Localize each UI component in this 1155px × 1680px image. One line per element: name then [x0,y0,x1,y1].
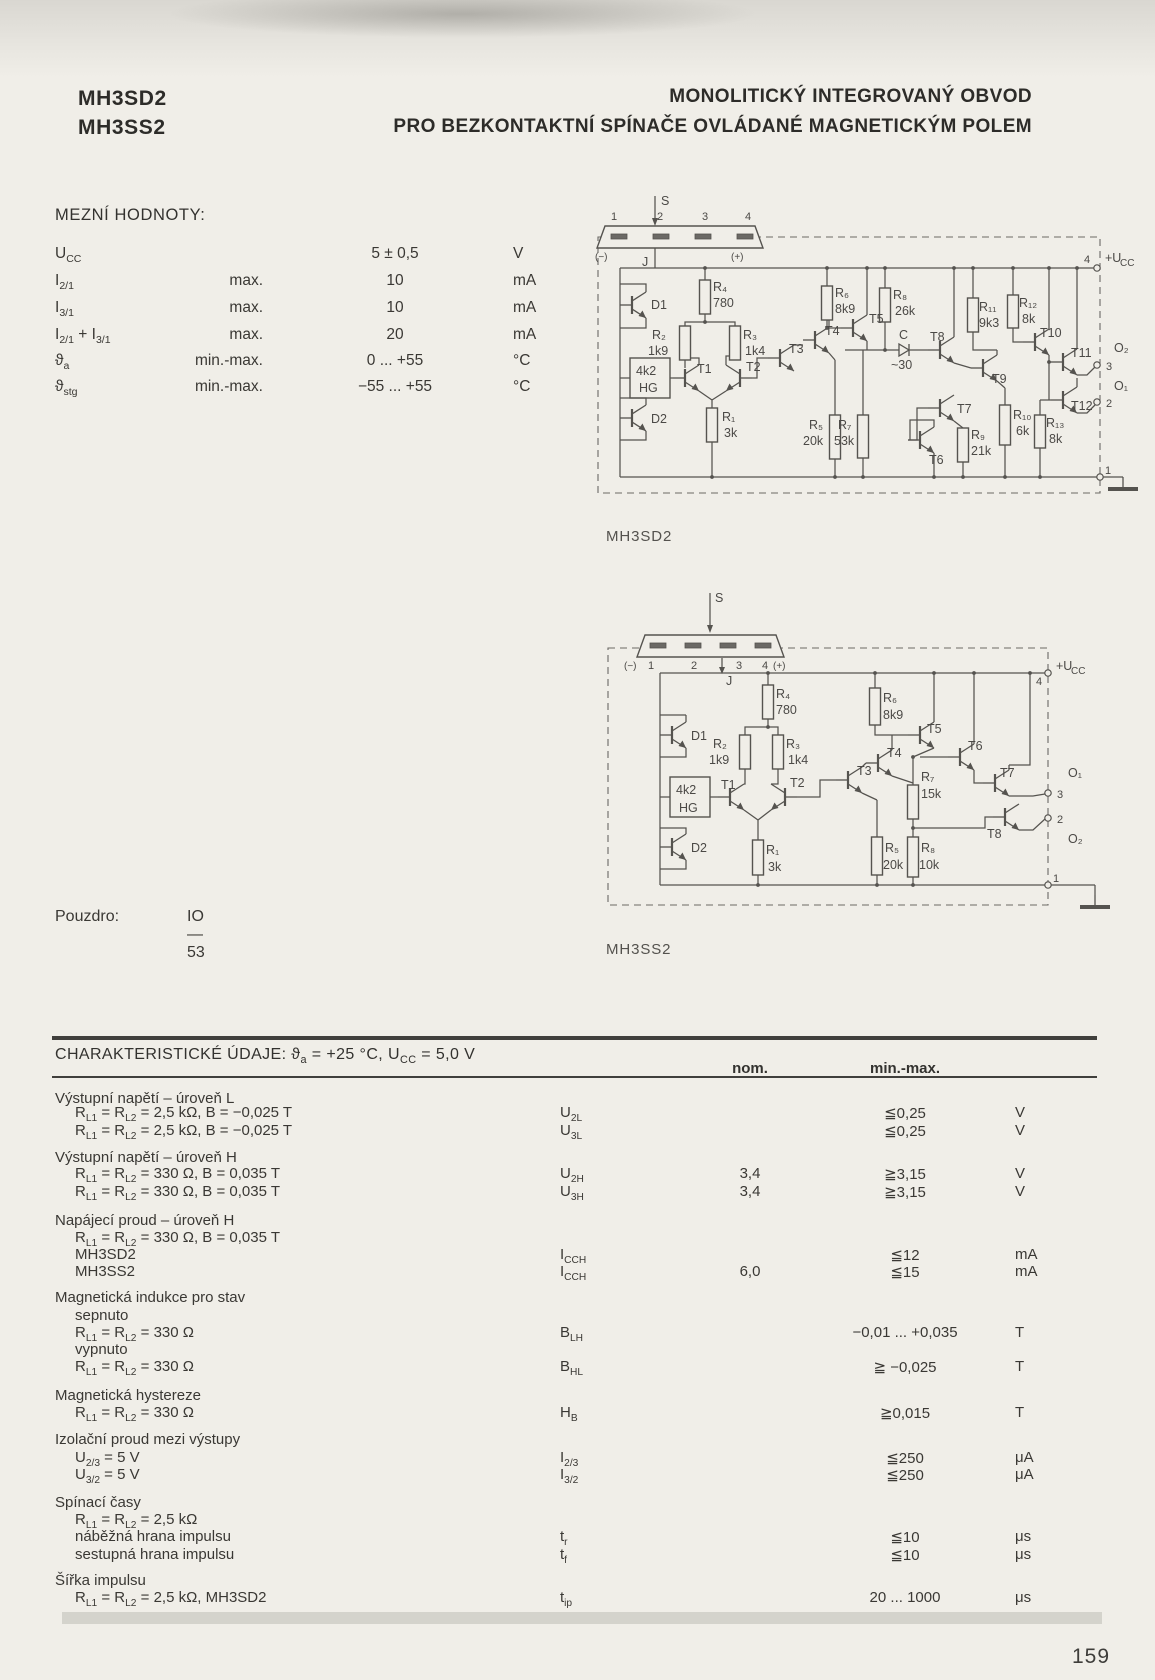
divider-rule [52,1036,1097,1040]
condition: $R_{L1} = R_{L2} = 2,5$ kΩ, B = −0,025 T [75,1122,293,1142]
component-label: T1 [697,362,712,376]
unit: T [1015,1404,1025,1421]
char-row [55,1466,1115,1486]
resistor-r6 [822,286,833,320]
page-number: 159 [1072,1645,1111,1668]
unit: T [1015,1358,1025,1375]
symbol: $I_{CCH}$ [560,1246,587,1266]
component-label: R₁₁ [979,300,997,314]
limits-row [55,352,575,374]
component-value: 8k9 [883,708,904,722]
nom-value: 6,0 [739,1263,761,1280]
condition: $R_{L1} = R_{L2} = 330$ Ω, B = 0,035 T [75,1183,281,1203]
title-line-1: MONOLITICKÝ INTEGROVANÝ OBVOD [669,86,1032,107]
char-group-heading: Výstupní napětí – úroveň H [55,1149,237,1166]
component-label: R₇ [921,770,935,784]
component-value: 15k [921,787,942,801]
condition: $R_{L1} = R_{L2} = 330$ Ω, B = 0,035 T [75,1165,281,1185]
limit-value: −55 ... +55 [357,378,433,395]
pin3-terminal [1094,362,1100,368]
limit-qualifier: max. [229,272,263,289]
pin-label: 3 [1057,789,1064,801]
symbol: $B_{HL}$ [560,1358,584,1378]
component-label: T2 [790,776,805,790]
component-value: 9k3 [979,316,1000,330]
minmax-value: 20 ... 1000 [869,1589,941,1606]
limits-row [55,378,575,400]
transistor-t6 [908,427,934,453]
unit: V [1015,1122,1026,1139]
minmax-value: ≦10 [890,1547,920,1564]
pin-label: 2 [1106,398,1113,410]
ground-icon [1108,477,1138,491]
component-value: 8k9 [835,302,856,316]
symbol: $I_{CCH}$ [560,1263,587,1283]
column-header-minmax: min.-max. [869,1060,941,1077]
magnet-input-label: S [715,591,724,605]
component-value: 8k [1049,432,1063,446]
component-label: R₂ [652,328,666,342]
unit: V [1015,1104,1026,1121]
limit-unit: V [513,245,524,262]
limit-symbol: $U_{CC}$ [55,245,82,266]
symbol: $t_f$ [560,1546,568,1566]
component-label: T5 [927,722,942,736]
component-label: T7 [957,402,972,416]
limit-qualifier: min.-max. [194,352,263,369]
pin-label: 4 [745,211,752,223]
mh3sd2-schematic [585,190,1145,505]
component-label: T5 [869,312,884,326]
char-group-heading: Izolační proud mezi výstupy [55,1431,241,1448]
component-label: R₁₀ [1013,408,1032,422]
unit: V [1015,1183,1026,1200]
condition: $U_{2/3} = 5$ V [75,1449,140,1469]
pin-label: 2 [657,211,664,223]
resistor-r9 [958,428,969,462]
supply-label-sub: CC [1071,666,1086,677]
scan-artifact-strip [62,1612,1102,1624]
char-row [55,1104,1115,1124]
char-group-heading: Magnetická hystereze [55,1387,201,1404]
resistor-r6 [870,688,881,725]
transistor-d2 [620,405,646,431]
pin-label: 1 [1053,873,1060,885]
limit-symbol: $ϑ_a$ [55,352,70,373]
limit-unit: mA [513,299,537,316]
unit: μA [1015,1466,1034,1483]
condition: náběžná hrana impulsu [75,1528,231,1545]
limit-symbol: $I_{2/1}$ [55,272,74,293]
unit: μA [1015,1449,1034,1466]
component-value: 780 [776,703,797,717]
unit: μs [1015,1546,1032,1563]
sd2-caption: MH3SD2 [606,528,673,545]
component-label: T10 [1040,326,1062,340]
unit: T [1015,1324,1025,1341]
pin-label: 2 [691,660,698,672]
component-value: 20k [883,858,904,872]
capacitor-diode-c [899,344,909,356]
hall-generator-label: HG [679,801,698,815]
char-group-heading: Spínací časy [55,1494,141,1511]
unit: μs [1015,1528,1032,1545]
component-label: R₇ [838,418,852,432]
hall-generator-value: 4k2 [676,783,697,797]
symbol: $t_r$ [560,1528,568,1548]
component-label: R₃ [786,737,801,751]
component-label: T8 [930,330,945,344]
condition: $R_{L1} = R_{L2} = 330$ Ω [75,1324,194,1344]
condition: $R_{L1} = R_{L2} = 2,5$ kΩ, B = −0,025 T [75,1104,293,1124]
minmax-value: ≦250 [886,1450,924,1467]
output-label: O₂ [1114,341,1129,355]
output-label: O₁ [1068,766,1082,780]
component-label: R₁ [722,410,736,424]
minmax-value: ≧3,15 [884,1184,926,1201]
limits-heading: MEZNÍ HODNOTY: [55,206,206,224]
char-column-headers [55,1060,1115,1080]
transistor-d2 [660,834,686,860]
component-label: T9 [992,372,1007,386]
supply-label: +U [1105,251,1122,265]
limit-unit: °C [513,378,531,395]
component-value: 3k [724,426,738,440]
component-label: R₆ [835,286,850,300]
component-label: R₂ [713,737,727,751]
limit-unit: mA [513,272,537,289]
hall-generator-label: HG [639,381,658,395]
limit-symbol: $I_{2/1} + I_{3/1}$ [55,326,111,347]
symbol: $U_{2H}$ [560,1165,584,1185]
component-label: R₁ [766,843,780,857]
minmax-value: ≦250 [886,1467,924,1484]
component-label: T3 [857,764,872,778]
component-label: C [899,328,909,342]
component-value: 6k [1016,424,1030,438]
component-value: 1k9 [709,753,730,767]
symbol: $I_{2/3}$ [560,1449,579,1469]
component-value: 3k [768,860,782,874]
limits-row [55,299,575,321]
characteristics-title: CHARAKTERISTICKÉ ÚDAJE: $ϑ_a = +25$ °C, $U_{CC} = 5,0$ V [55,1046,476,1067]
symbol: $H_B$ [560,1404,578,1424]
ground-icon [1080,895,1110,909]
pin3-terminal [1045,790,1051,796]
title-line-2: PRO BEZKONTAKTNÍ SPÍNAČE OVLÁDANÉ MAGNETICKÝM POLEM [393,116,1032,137]
package-note-value: IO—53 [187,908,205,961]
limit-value: 10 [386,272,404,289]
unit: mA [1015,1263,1038,1280]
component-value: 8k [1022,312,1036,326]
component-label: R₆ [883,691,898,705]
part-number-2: MH3SS2 [78,116,166,139]
limits-row [55,326,575,348]
component-value: 1k9 [648,344,669,358]
pin-label: 3 [702,211,709,223]
limit-value: 5 ± 0,5 [371,245,419,262]
component-value: 21k [971,444,992,458]
mh3ss2-schematic [590,585,1150,925]
char-group-heading: Napájecí proud – úroveň H [55,1212,235,1229]
limit-unit: °C [513,352,531,369]
component-label: R₁₂ [1019,296,1038,310]
condition: $R_{L1} = R_{L2} = 330$ Ω, B = 0,035 T [75,1229,281,1249]
condition: $R_{L1} = R_{L2} = 330$ Ω [75,1358,194,1378]
symbol: $U_{3L}$ [560,1122,583,1142]
pin-label: 1 [1105,465,1112,477]
pin-label: 3 [736,660,743,672]
hall-generator-value: 4k2 [636,364,657,378]
component-label: R₃ [743,328,758,342]
component-label: R₅ [809,418,824,432]
minmax-value: ≦0,25 [884,1123,926,1140]
pin-label: 4 [1036,676,1043,688]
pin-label: 3 [1106,361,1113,373]
ic-boundary-dashed [598,237,1100,493]
limit-qualifier: max. [229,299,263,316]
transistor-d1 [660,722,686,748]
limits-row [55,272,575,294]
output-label: O₁ [1114,379,1128,393]
resistor-r3 [773,735,784,769]
component-label: T6 [929,453,944,467]
condition: sepnuto [75,1307,129,1324]
resistor-r11 [968,298,979,332]
pin-label: 4 [762,660,769,672]
minmax-value: ≦10 [890,1529,920,1546]
column-header-nom: nom. [732,1060,768,1077]
component-label: R₈ [893,288,908,302]
part-number-1: MH3SD2 [78,87,167,110]
transistor-t1 [673,365,699,391]
magnet-input-label: S [661,194,670,208]
resistor-r13 [1035,415,1046,448]
component-value: 26k [895,304,916,318]
condition: sestupná hrana impulsu [75,1546,235,1563]
char-row [55,1589,1115,1609]
condition: MH3SD2 [75,1246,136,1263]
component-label: T4 [825,324,840,338]
minmax-value: −0,01 ... +0,035 [852,1324,958,1341]
resistor-r7 [908,785,919,819]
limit-qualifier: max. [229,326,263,343]
transistor-d1 [620,292,646,318]
polarity-plus-label: (+) [773,661,786,672]
char-row [55,1263,1115,1283]
char-row [55,1358,1115,1378]
polarity-plus-label: (+) [731,252,744,263]
component-label: T11 [1071,346,1092,360]
char-row [55,1165,1115,1185]
resistor-r1 [707,408,718,442]
symbol: $t_{ip}$ [560,1589,573,1609]
pin-label: 1 [648,660,655,672]
component-label: T7 [1000,766,1015,780]
minmax-value: ≧3,15 [884,1166,926,1183]
limits-row [55,245,575,267]
transistor-t7 [928,395,954,421]
resistor-r7 [858,415,869,458]
component-value: 10k [919,858,940,872]
component-label: R₁₃ [1046,416,1065,430]
pin4-terminal [1045,670,1051,676]
symbol: $U_{3H}$ [560,1183,584,1203]
component-label: T3 [789,342,804,356]
nom-value: 3,4 [739,1183,761,1200]
component-label: D1 [651,298,667,312]
hall-current-label: J [642,255,649,269]
part-numbers [78,84,167,142]
char-group-heading: Výstupní napětí – úroveň L [55,1090,235,1107]
unit: V [1015,1165,1026,1182]
resistor-r3 [730,326,741,360]
package-note [55,908,205,961]
pin4-terminal [1094,265,1100,271]
resistor-r4 [763,685,774,719]
component-label: R₄ [713,280,728,294]
polarity-minus-label: (−) [595,252,608,263]
resistor-r12 [1008,295,1019,328]
supply-label: +U [1056,659,1073,673]
output-label: O₂ [1068,832,1083,846]
symbol: $B_{LH}$ [560,1324,584,1344]
component-label: T8 [987,827,1002,841]
resistor-r1 [753,840,764,875]
minmax-value: ≧0,015 [879,1405,931,1422]
supply-label-sub: CC [1120,258,1135,269]
pin-label: 2 [1057,814,1064,826]
pin-label: 1 [611,211,618,223]
component-value: 780 [713,296,734,310]
pin2-terminal [1045,815,1051,821]
condition: $R_{L1} = R_{L2} = 2,5$ kΩ [75,1511,198,1531]
char-row [55,1546,1115,1566]
component-label: T4 [887,746,902,760]
component-value: 20k [803,434,824,448]
resistor-r10 [1000,405,1011,445]
limit-value: 20 [386,326,404,343]
ss2-caption: MH3SS2 [606,941,672,958]
limit-symbol: $I_{3/1}$ [55,299,74,320]
component-label: T1 [721,778,736,792]
condition: vypnuto [75,1341,128,1358]
minmax-value: ≦15 [890,1264,920,1281]
limit-value: 0 ... +55 [366,352,424,369]
minmax-value: ≧ −0,025 [873,1359,937,1376]
limit-value: 10 [386,299,404,316]
char-group-heading: Magnetická indukce pro stav [55,1289,246,1306]
condition: $R_{L1} = R_{L2} = 330$ Ω [75,1404,194,1424]
component-label: R₅ [885,841,900,855]
symbol: $U_{2L}$ [560,1104,583,1124]
limit-qualifier: min.-max. [194,378,263,395]
char-row [55,1122,1115,1142]
component-label: T2 [746,360,761,374]
package-note-label: Pouzdro: [55,908,120,925]
sd2-components [620,265,1138,491]
component-value: ~30 [891,358,913,372]
limit-unit: mA [513,326,537,343]
char-row [55,1528,1115,1548]
symbol: $I_{3/2}$ [560,1466,579,1486]
unit: μs [1015,1589,1032,1606]
resistor-r4 [700,280,711,314]
component-label: D2 [651,412,667,426]
char-row [55,1404,1115,1424]
hall-current-label: J [726,674,733,688]
pin1-terminal [1045,882,1051,888]
minmax-value: ≦0,25 [884,1105,926,1122]
transistor-t5 [841,315,867,341]
unit: mA [1015,1246,1038,1263]
nom-value: 3,4 [739,1165,761,1182]
component-label: D1 [691,729,707,743]
condition: MH3SS2 [75,1263,136,1280]
component-value: 1k4 [745,344,766,358]
condition: $U_{3/2} = 5$ V [75,1466,140,1486]
char-group-heading: Šířka impulsu [55,1572,146,1589]
minmax-value: ≦12 [890,1247,920,1264]
component-label: T12 [1071,399,1093,413]
resistor-r5 [872,837,883,875]
pin1-terminal [1097,474,1103,480]
limit-symbol: $ϑ_{stg}$ [55,378,78,399]
component-value: 1k4 [788,753,809,767]
char-row [55,1183,1115,1203]
pin2-terminal [1094,399,1100,405]
component-label: R₄ [776,687,791,701]
component-label: D2 [691,841,707,855]
resistor-r2 [740,735,751,769]
page-title [300,82,1032,142]
pin-label: 4 [1084,254,1091,266]
resistor-r8 [908,837,919,877]
condition: $R_{L1} = R_{L2} = 2,5$ kΩ, MH3SD2 [75,1589,267,1609]
component-label: T6 [968,739,983,753]
component-value: 53k [834,434,855,448]
component-label: R₉ [971,428,985,442]
component-label: R₈ [921,841,936,855]
polarity-minus-label: (−) [624,661,637,672]
package-symbol [597,196,763,248]
resistor-r2 [680,326,691,360]
